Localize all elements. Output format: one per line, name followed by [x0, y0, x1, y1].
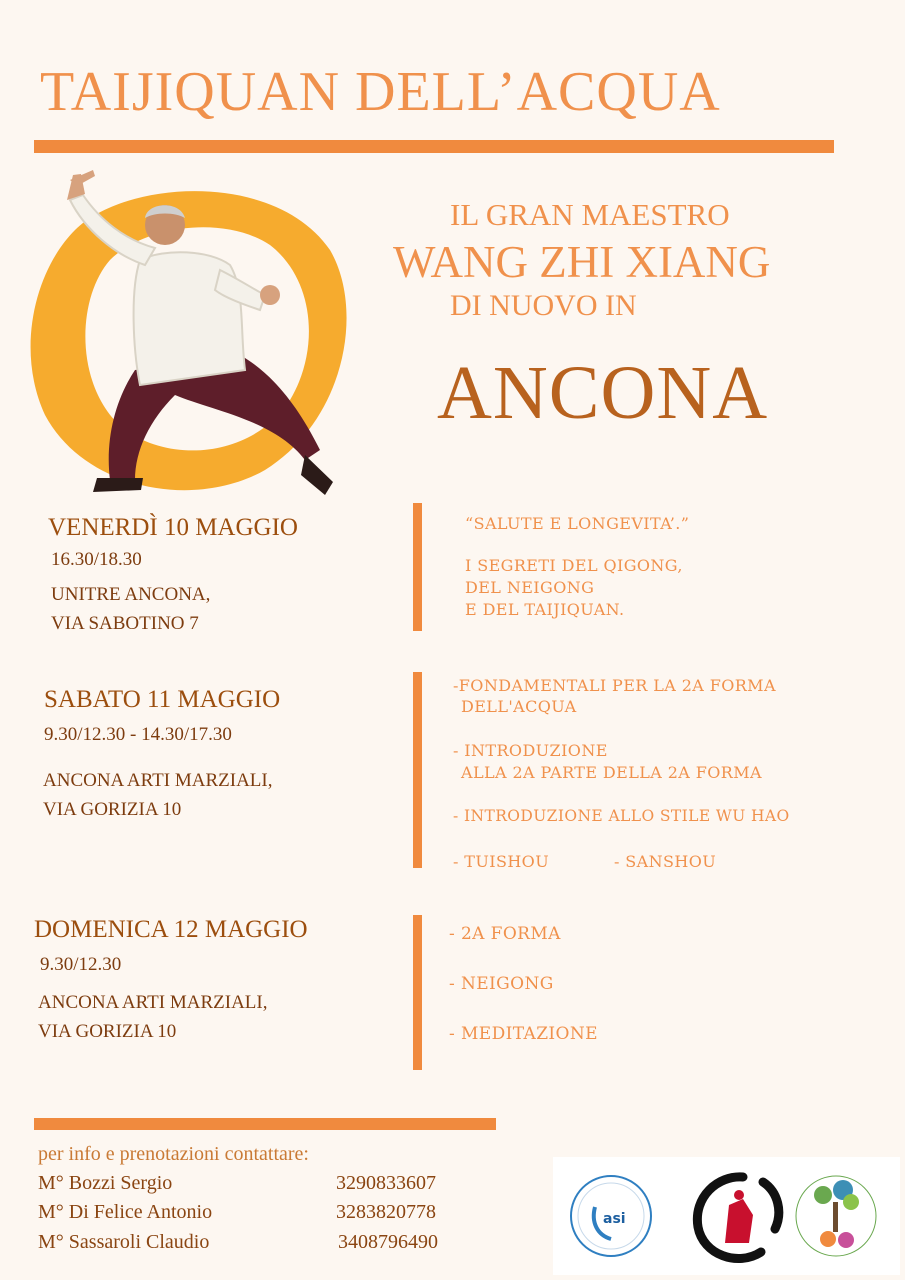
session-place: ANCONA ARTI MARZIALI,	[43, 770, 273, 791]
headline-line1: IL GRAN MAESTRO	[450, 197, 730, 232]
session-divider	[413, 672, 422, 868]
session-topic: - MEDITAZIONE	[449, 1024, 598, 1044]
title-divider	[34, 140, 834, 153]
session-topic: “SALUTE E LONGEVITA’.”	[465, 514, 690, 533]
session-address: VIA GORIZIA 10	[38, 1021, 177, 1042]
master-photo	[15, 160, 365, 505]
session-topic: E DEL TAIJIQUAN.	[465, 600, 625, 619]
footer-divider	[34, 1118, 496, 1130]
contact-phone[interactable]: 3408796490	[338, 1231, 438, 1253]
contacts-heading: per info e prenotazioni contattare:	[38, 1143, 309, 1165]
headline-master-name: WANG ZHI XIANG	[393, 237, 771, 287]
session-time: 16.30/18.30	[51, 549, 142, 570]
session-topic: - TUISHOU	[453, 852, 550, 871]
session-topic: DELL'ACQUA	[461, 697, 577, 716]
session-divider	[413, 503, 422, 631]
page-title: TAIJIQUAN DELL’ACQUA	[40, 61, 721, 123]
headline-line3: DI NUOVO IN	[450, 289, 637, 322]
asi-logo-text: asi	[603, 1211, 626, 1227]
session-topic: - SANSHOU	[614, 852, 717, 871]
asi-logo	[571, 1176, 651, 1256]
contact-phone[interactable]: 3283820778	[336, 1201, 436, 1223]
session-address: VIA GORIZIA 10	[43, 799, 182, 820]
session-topic: I SEGRETI DEL QIGONG,	[465, 556, 683, 575]
session-topic: - INTRODUZIONE ALLO STILE WU HAO	[453, 807, 790, 825]
sponsor-logos	[553, 1157, 900, 1275]
contact-name: M° Bozzi Sergio	[38, 1172, 173, 1194]
session-topic: ALLA 2A PARTE DELLA 2A FORMA	[461, 763, 762, 782]
headline-city: ANCONA	[437, 351, 769, 435]
session-day: DOMENICA 12 MAGGIO	[34, 916, 308, 943]
session-day: SABATO 11 MAGGIO	[44, 686, 281, 713]
session-time: 9.30/12.30 - 14.30/17.30	[44, 724, 232, 745]
session-address: VIA SABOTINO 7	[51, 613, 199, 634]
contact-name: M° Di Felice Antonio	[38, 1201, 213, 1223]
martial-arts-logo	[697, 1177, 778, 1259]
session-divider	[413, 915, 422, 1070]
session-place: UNITRE ANCONA,	[51, 584, 211, 605]
session-day: VENERDÌ 10 MAGGIO	[48, 514, 298, 541]
contact-phone[interactable]: 3290833607	[336, 1172, 436, 1194]
session-topic: - 2A FORMA	[449, 924, 561, 944]
session-topic: - INTRODUZIONE	[453, 741, 608, 760]
session-topic: -FONDAMENTALI PER LA 2A FORMA	[453, 676, 776, 695]
session-time: 9.30/12.30	[40, 954, 122, 975]
contact-name: M° Sassaroli Claudio	[38, 1231, 210, 1253]
tree-of-life-logo	[796, 1176, 876, 1256]
session-place: ANCONA ARTI MARZIALI,	[38, 992, 268, 1013]
session-topic: - NEIGONG	[449, 974, 554, 994]
session-topic: DEL NEIGONG	[465, 578, 595, 597]
